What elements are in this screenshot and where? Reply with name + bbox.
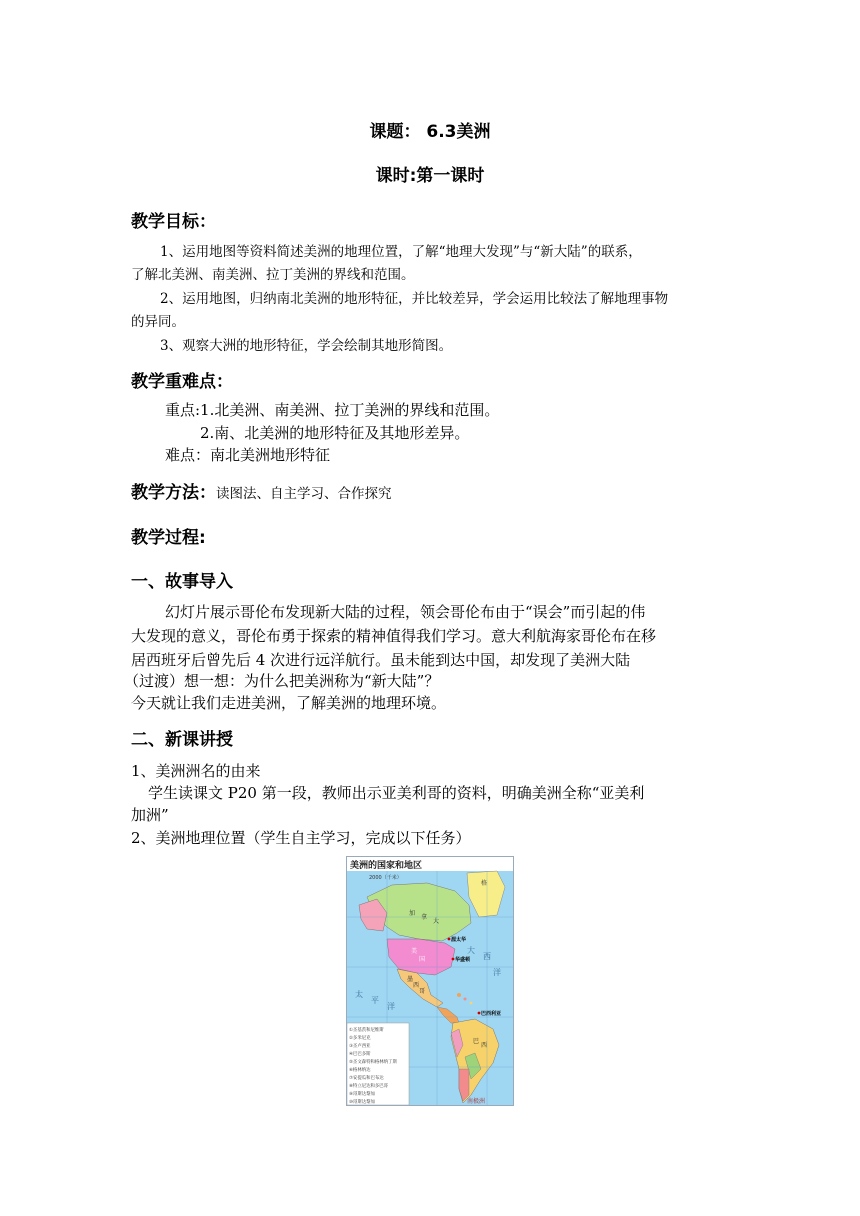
legend-item: ②多米尼克 [349,1036,371,1041]
method-text: 读图法、自主学习、合作探究 [216,486,392,502]
page-title: 课题： 6.3美洲 [369,122,491,142]
map-label: 华盛顿 [455,957,471,963]
map-label: 哥 [419,988,426,995]
objective-line: 的异同。 [131,314,185,330]
map-label: 加 [409,910,416,917]
keypoint-line: 重点:1.北美洲、南美洲、拉丁美洲的界线和范围。 [165,401,500,419]
legend-item: ③圣卢西亚 [349,1044,371,1049]
map-label: 格 [481,880,488,887]
map-label: 巴西利亚 [481,1011,502,1017]
section2-heading: 二、新课讲授 [131,730,233,750]
paragraph-line: 大发现的意义，哥伦布勇于探索的精神值得我们学习。意大利航海家哥伦布在移 [131,627,657,645]
map-label: 西 [413,982,420,989]
legend-item: ⑤圣文森特和格林纳丁斯 [349,1060,397,1065]
paragraph-line: 加洲” [131,806,169,824]
paragraph-line: 2、美洲地理位置（学生自主学习，完成以下任务） [131,829,471,847]
americas-map [346,856,514,1106]
paragraph-line: （过渡）想一想：为什么把美洲称为“新大陆”？ [124,672,440,690]
keypoints-heading: 教学重难点： [131,372,233,392]
map-label: 巴 [473,1038,480,1045]
objectives-heading: 教学目标： [131,212,216,232]
paragraph-line: 幻灯片展示哥伦布发现新大陆的过程，领会哥伦布由于“误会”而引起的伟 [165,603,646,621]
paragraph-line: 今天就让我们走进美洲，了解美洲的地理环境。 [131,694,447,712]
keypoint-line: 2.南、北美洲的地形特征及其地形差异。 [200,424,470,442]
map-label: 太 [355,990,363,999]
map-scale: 2000（千米） [369,875,402,881]
map-title: 美洲的国家和地区 [350,861,423,871]
method-heading: 教学方法： [131,483,216,503]
map-label: 西 [481,1042,488,1049]
map-label: 渥太华 [451,937,467,943]
legend-item: ⑨哥斯达黎加 [349,1092,375,1097]
map-label: 洋 [387,1002,395,1011]
legend-item: ①圣基茨和尼维斯 [349,1028,384,1033]
objective-line: 了解北美洲、南美洲、拉丁美洲的界线和范围。 [131,267,415,283]
objective-line: 1、运用地图等资料简述美洲的地理位置，了解“地理大发现”与“新大陆”的联系， [160,244,642,260]
map-label: 大 [467,946,475,955]
legend-item: ⑦安提瓜和巴布达 [349,1076,384,1081]
paragraph-line: 居西班牙后曾先后 4 次进行远洋航行。虽未能到达中国，却发现了美洲大陆 [131,651,631,669]
paragraph-line: 学生读课文 P20 第一段，教师出示亚美利哥的资料，明确美洲全称“亚美利 [148,784,645,802]
map-label: 南极洲 [467,1098,486,1105]
map-label: 西 [483,952,491,961]
map-label: 墨 [407,976,414,983]
map-label: 洋 [493,968,501,977]
lesson-period: 课时:第一课时 [375,166,485,186]
map-label: 平 [371,996,379,1005]
section1-heading: 一、故事导入 [131,572,233,592]
legend-item: ⑥格林纳达 [349,1068,371,1073]
difficulty-line: 难点：南北美洲地形特征 [165,446,331,464]
legend-item: ⑧特立尼达和多巴哥 [349,1084,389,1089]
legend-item: ⑩哥斯达黎加 [349,1100,375,1105]
paragraph-line: 1、美洲洲名的由来 [131,762,261,780]
map-label: 美 [411,948,418,955]
objective-line: 2、运用地图，归纳南北美洲的地形特征，并比较差异，学会运用比较法了解地理事物 [160,291,669,307]
process-heading: 教学过程: [131,528,206,548]
map-label: 拿 [421,914,428,921]
map-label: 国 [419,956,426,963]
legend-item: ④巴巴多斯 [349,1052,371,1057]
map-label: 大 [433,918,440,925]
objective-line: 3、观察大洲的地形特征，学会绘制其地形简图。 [160,338,453,354]
